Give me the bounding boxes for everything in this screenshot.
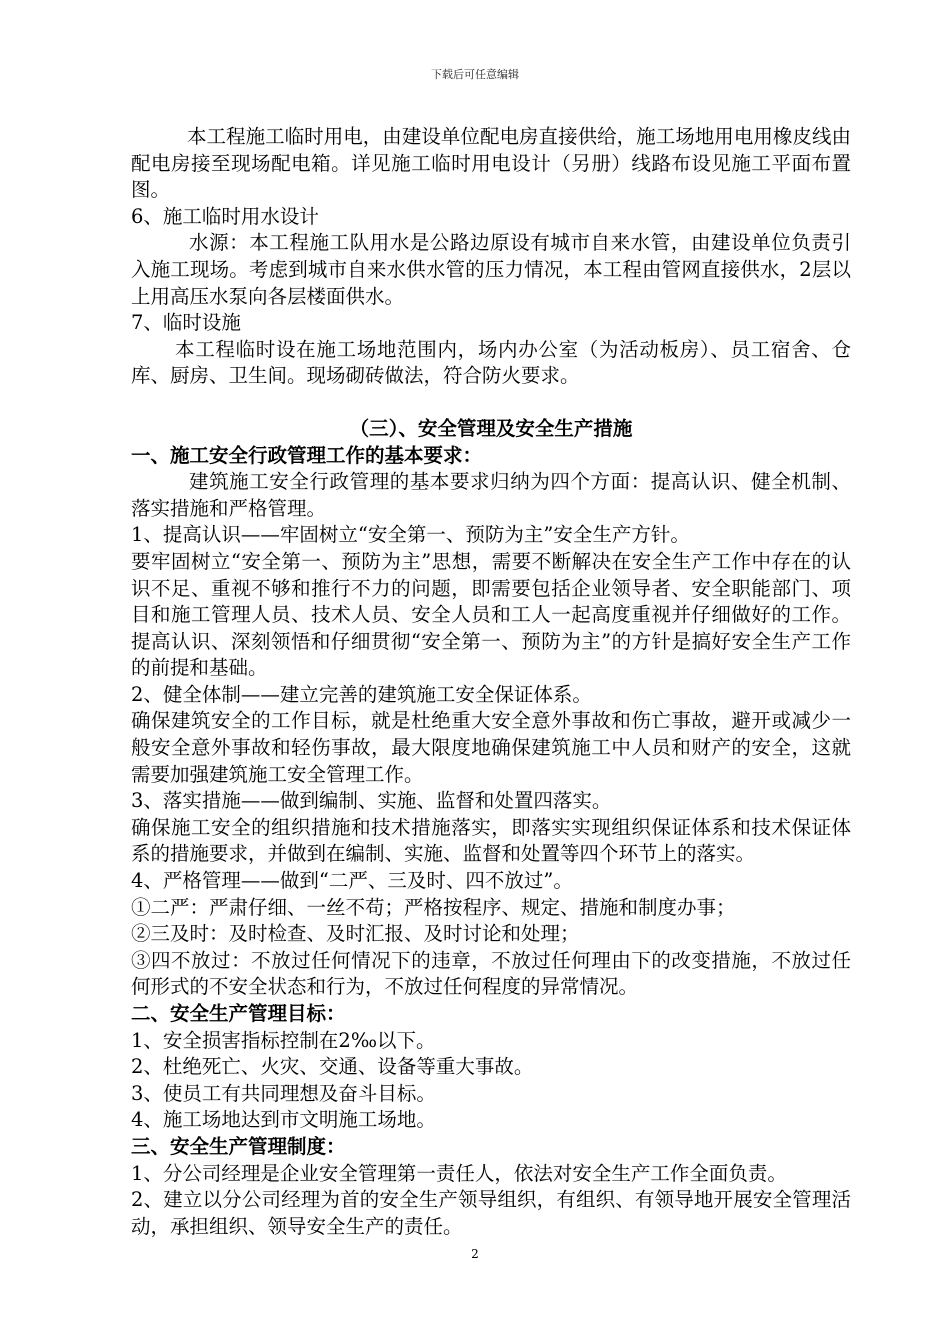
item-four-no-pass: ③四不放过：不放过任何情况下的违章，不放过任何理由下的改变措施，不放过任何形式的不安全状态和行为，不放过任何程度的异常情况。	[131, 948, 851, 999]
item-raise-awareness: 1、提高认识——牢固树立“安全第一、预防为主”安全生产方针。	[131, 523, 690, 547]
paragraph-implement-measures: 确保施工安全的组织措施和技术措施落实，即落实实现组织保证体系和技术保证体系的措施要求，并做到在编制、实施、监督和处置等四个环节上的落实。	[131, 815, 851, 866]
paragraph-improve-system: 确保建筑安全的工作目标，就是杜绝重大安全意外事故和伤亡事故，避开或减少一般安全意外事故和轻伤事故，最大限度地确保建筑施工中人员和财产的安全，这就需要加强建筑施工安全管理工作。	[131, 709, 851, 786]
header-note: 下载后可任意编辑	[431, 68, 519, 81]
paragraph-water-source: 水源：本工程施工队用水是公路边原设有城市自来水管，由建设单位负责引入施工现场。考虑到城市自来水供水管的压力情况，本工程由管网直接供水，2层以上用高压水泵向各层楼面供水。	[131, 231, 851, 308]
item-three-timely: ②三及时：及时检查、及时汇报、及时讨论和处理；	[131, 922, 580, 946]
goal-no-major-accidents: 2、杜绝死亡、火灾、交通、设备等重大事故。	[131, 1055, 534, 1079]
page-number: 2	[471, 1247, 479, 1261]
heading-temporary-water: 6、施工临时用水设计	[131, 204, 319, 228]
heading-temporary-facilities: 7、临时设施	[131, 311, 241, 335]
heading-admin-requirements: 一、施工安全行政管理工作的基本要求：	[131, 443, 483, 467]
spacer	[131, 390, 851, 416]
rule-leadership-organization: 2、建立以分公司经理为首的安全生产领导组织，有组织、有领导地开展安全管理活动，承担组织、领导安全生产的责任。	[131, 1188, 851, 1238]
goal-injury-index: 1、安全损害指标控制在2‰以下。	[131, 1028, 436, 1052]
item-improve-system: 2、健全体制——建立完善的建筑施工安全保证体系。	[131, 682, 592, 706]
goal-common-ideals: 3、使员工有共同理想及奋斗目标。	[131, 1081, 436, 1105]
rule-manager-responsibility: 1、分公司经理是企业安全管理第一责任人，依法对安全生产工作全面负责。	[131, 1161, 787, 1185]
paragraph-four-aspects: 建筑施工安全行政管理的基本要求归纳为四个方面：提高认识、健全机制、落实措施和严格管理。	[131, 470, 851, 520]
section-title: （三）、安全管理及安全生产措施	[349, 416, 633, 440]
heading-safety-goals: 二、安全生产管理目标：	[131, 1002, 346, 1025]
goal-civilized-site: 4、施工场地达到市文明施工场地。	[131, 1108, 436, 1132]
heading-safety-rules: 三、安全生产管理制度：	[131, 1134, 346, 1158]
item-implement-measures: 3、落实措施——做到编制、实施、监督和处置四落实。	[131, 789, 612, 813]
paragraph-raise-awareness: 要牢固树立“安全第一、预防为主”思想，需要不断解决在安全生产工作中存在的认识不足、重视不够和推行不力的问题，即需要包括企业领导者、安全职能部门、项目和施工管理人员、技术人员、安全人员和工人一起高度重视并仔细做好的工作。提高认识、深刻领悟和仔细贯彻“安全第一、预防为主”的方针是搞好安全生产工作的前提和基础。	[131, 549, 851, 680]
paragraph-temporary-power: 本工程施工临时用电，由建设单位配电房直接供给，施工场地用电用橡皮线由配电房接至现场配电箱。详见施工临时用电设计（另册）线路布设见施工平面布置图。	[131, 125, 851, 202]
item-two-strict: ①二严：严肃仔细、一丝不苟；严格按程序、规定、措施和制度办事；	[131, 895, 736, 919]
item-strict-management: 4、严格管理——做到“二严、三及时、四不放过”。	[131, 869, 573, 893]
document-body	[131, 124, 851, 1240]
paragraph-temporary-facilities: 本工程临时设在施工场地范围内，场内办公室（为活动板房）、员工宿舍、仓库、厨房、卫生间。现场砌砖做法，符合防火要求。	[131, 337, 851, 388]
